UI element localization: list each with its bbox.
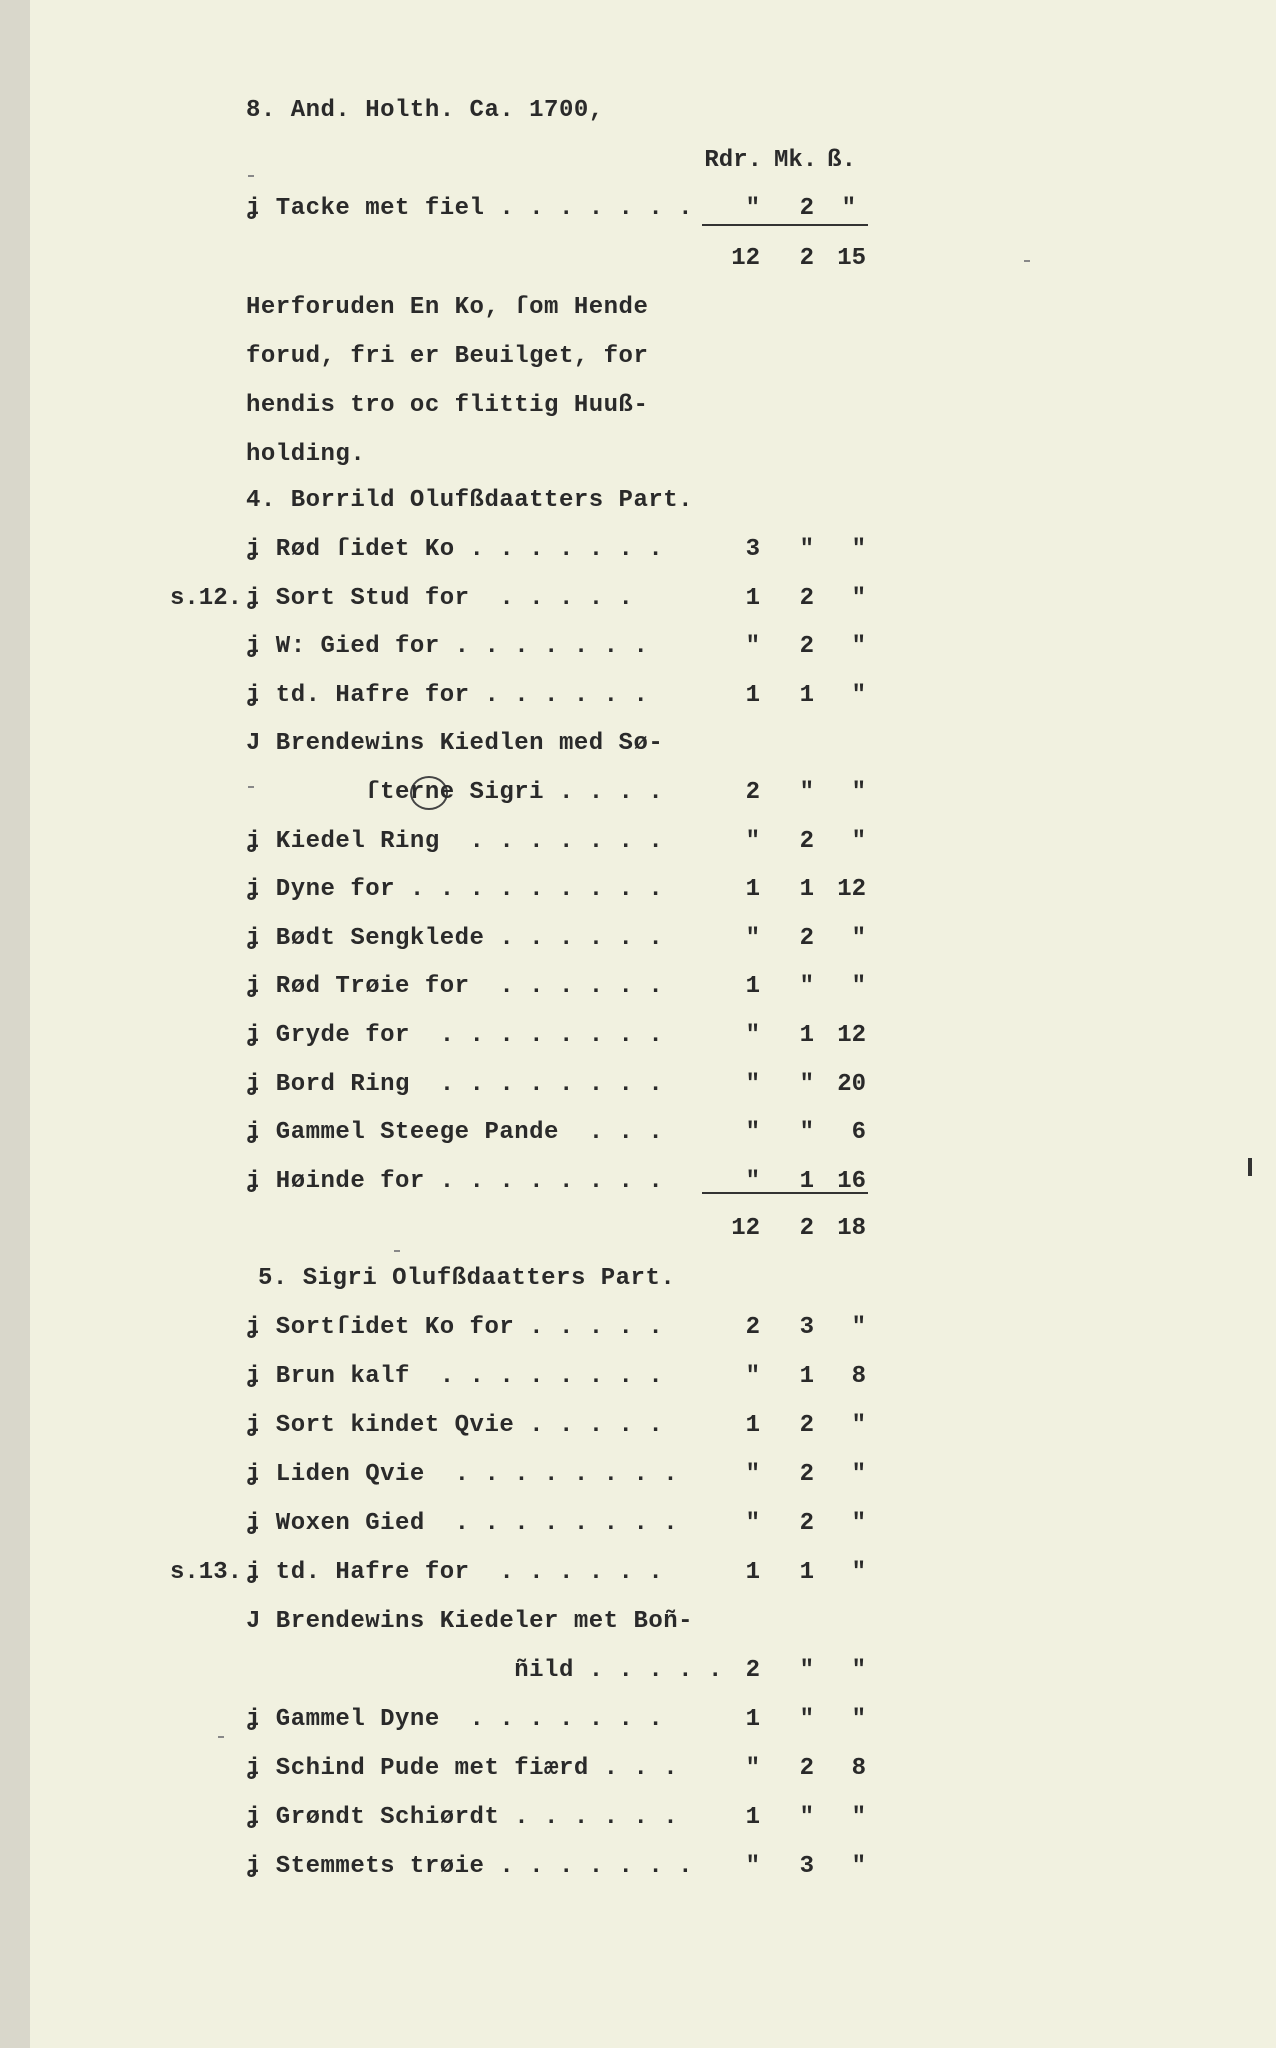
item-rdr: " — [745, 1022, 760, 1049]
item-rdr: 1 — [745, 584, 760, 612]
document-page — [30, 0, 1276, 2048]
item-rdr: 3 — [745, 536, 760, 563]
total1-s: 15 — [837, 245, 866, 272]
item-s: 12 — [837, 876, 866, 904]
item-text: ʝ Brun kalf . . . . . . . . — [246, 1363, 664, 1390]
header-s: ß. — [827, 147, 856, 174]
item-mk: 2 — [799, 1461, 814, 1488]
item-mk: 1 — [799, 1559, 814, 1586]
item-rdr: " — [745, 924, 760, 952]
margin-tick — [1024, 260, 1030, 262]
margin-tick — [248, 175, 254, 177]
item-rdr: 1 — [745, 1804, 760, 1831]
item-mk: 2 — [799, 1510, 814, 1537]
item-s: " — [851, 536, 866, 563]
item-s: " — [851, 633, 866, 661]
item-rdr: 1 — [745, 876, 760, 904]
item-rdr: " — [745, 1755, 760, 1782]
item-text: ʝ Sortſidet Ko for . . . . . — [246, 1314, 664, 1341]
item-text: ʝ Rød ſidet Ko . . . . . . . — [246, 536, 664, 563]
item-mk: " — [799, 1657, 814, 1684]
item-text: ʝ Rød Trøie for . . . . . . — [246, 973, 664, 1001]
item-text: ñild . . . . . — [246, 1657, 723, 1684]
item-text: ʝ Schind Pude met fiærd . . . — [246, 1755, 679, 1782]
item-mk: 1 — [799, 681, 814, 709]
item-mk: 1 — [799, 876, 814, 904]
item-tacke-mk: 2 — [799, 195, 814, 222]
item-mk: " — [799, 973, 814, 1001]
header-mk: Mk. — [774, 147, 818, 174]
item-text: ʝ Gryde for . . . . . . . . — [246, 1022, 664, 1049]
item-mk: 2 — [799, 633, 814, 661]
item-text: ʝ Stemmets trøie . . . . . . . — [246, 1853, 694, 1880]
margin-tick — [1248, 1158, 1252, 1176]
item-text: ʝ Gammel Dyne . . . . . . . — [246, 1706, 664, 1733]
item-text: ʝ td. Hafre for . . . . . . — [246, 1559, 664, 1586]
item-s: " — [851, 827, 866, 855]
item-s: " — [851, 924, 866, 952]
item-s: " — [851, 779, 866, 806]
item-rdr: " — [745, 1461, 760, 1488]
item-s: 20 — [837, 1070, 866, 1098]
item-rdr: " — [745, 1167, 760, 1195]
item-rdr: 2 — [745, 779, 760, 806]
item-text: ʝ Sort kindet Qvie . . . . . — [246, 1412, 664, 1439]
item-text: ʝ Sort Stud for . . . . . — [246, 584, 634, 612]
item-mk: 2 — [799, 924, 814, 952]
item-text: ʝ Høinde for . . . . . . . . — [246, 1167, 664, 1195]
item-s: " — [851, 1510, 866, 1537]
item-s: " — [851, 584, 866, 612]
item-rdr: 1 — [745, 1706, 760, 1733]
item-mk: " — [799, 1070, 814, 1098]
margin-page-ref: s.13. — [170, 1559, 243, 1586]
item-mk: 2 — [799, 584, 814, 612]
sum-rule-1 — [702, 224, 868, 226]
item-text: ʝ Kiedel Ring . . . . . . . — [246, 827, 664, 855]
item-rdr: " — [745, 1853, 760, 1880]
item-rdr: 2 — [745, 1314, 760, 1341]
item-mk: 2 — [799, 1755, 814, 1782]
item-tacke: ʝ Tacke met fiel . . . . . . . — [246, 195, 694, 222]
item-text: ʝ W: Gied for . . . . . . . — [246, 633, 649, 661]
item-rdr: " — [745, 827, 760, 855]
item-mk: 2 — [799, 827, 814, 855]
item-mk: " — [799, 536, 814, 563]
item-text: ʝ td. Hafre for . . . . . . — [246, 681, 649, 709]
paragraph-line-3: hendis tro oc flittig Huuß- — [246, 392, 649, 419]
item-text: ʝ Bord Ring . . . . . . . . — [246, 1070, 664, 1098]
section4-title: 4. Borrild Olufßdaatters Part. — [246, 487, 694, 514]
item-s: " — [851, 1412, 866, 1439]
item-s: " — [851, 1559, 866, 1586]
item-mk: 1 — [799, 1363, 814, 1390]
item-text: J Brendewins Kiedlen med Sø- — [246, 730, 664, 758]
total1-mk: 2 — [799, 245, 814, 272]
item-s: " — [851, 1804, 866, 1831]
item-mk: 2 — [799, 1412, 814, 1439]
paragraph-line-1: Herforuden En Ko, ſom Hende — [246, 294, 649, 321]
total1-rdr: 12 — [731, 245, 760, 272]
item-rdr: " — [745, 1510, 760, 1537]
item-mk: " — [799, 1706, 814, 1733]
total2-mk: 2 — [799, 1215, 814, 1242]
item-rdr: 1 — [745, 681, 760, 709]
item-text: ʝ Woxen Gied . . . . . . . . — [246, 1510, 679, 1537]
margin-tick — [394, 1250, 400, 1252]
item-rdr: 1 — [745, 1412, 760, 1439]
item-rdr: " — [745, 1363, 760, 1390]
item-text: ʝ Bødt Sengklede . . . . . . — [246, 924, 664, 952]
item-s: 8 — [851, 1755, 866, 1782]
item-rdr: 2 — [745, 1657, 760, 1684]
item-mk: 1 — [799, 1167, 814, 1195]
total2-rdr: 12 — [731, 1215, 760, 1242]
item-s: " — [851, 1657, 866, 1684]
total2-s: 18 — [837, 1215, 866, 1242]
item-mk: 1 — [799, 1022, 814, 1049]
item-s: 6 — [851, 1119, 866, 1147]
margin-tick — [218, 1736, 224, 1738]
item-mk: " — [799, 1804, 814, 1831]
item-mk: 3 — [799, 1314, 814, 1341]
item-s: " — [851, 681, 866, 709]
item-text: ʝ Grøndt Schiørdt . . . . . . — [246, 1804, 679, 1831]
item-rdr: " — [745, 1119, 760, 1147]
item-mk: " — [799, 1119, 814, 1147]
item-mk: 3 — [799, 1853, 814, 1880]
item-rdr: 1 — [745, 1559, 760, 1586]
item-s: 16 — [837, 1167, 866, 1195]
item-s: 8 — [851, 1363, 866, 1390]
item-tacke-rdr: " — [745, 195, 760, 222]
section5-title: 5. Sigri Olufßdaatters Part. — [258, 1265, 676, 1292]
paragraph-line-2: forud, fri er Beuilget, for — [246, 343, 649, 370]
item-s: " — [851, 1314, 866, 1341]
item-s: " — [851, 1461, 866, 1488]
item-s: " — [851, 1706, 866, 1733]
item-text: ʝ Gammel Steege Pande . . . — [246, 1119, 664, 1147]
item-mk: " — [799, 779, 814, 806]
paragraph-line-4: holding. — [246, 441, 366, 468]
item-rdr: " — [745, 1070, 760, 1098]
item-rdr: 1 — [745, 973, 760, 1001]
item-text: J Brendewins Kiedeler met Boñ- — [246, 1608, 694, 1635]
item-text: ʝ Dyne for . . . . . . . . . — [246, 876, 664, 904]
item-text: ſterne Sigri . . . . — [246, 779, 664, 806]
item-text: ʝ Liden Qvie . . . . . . . . — [246, 1461, 679, 1488]
margin-page-ref: s.12. — [170, 584, 243, 612]
item-s: " — [851, 1853, 866, 1880]
item-s: 12 — [837, 1022, 866, 1049]
header-rdr: Rdr. — [704, 147, 762, 174]
document-title: 8. And. Holth. Ca. 1700, — [246, 97, 604, 124]
item-tacke-s: " — [841, 195, 856, 222]
item-rdr: " — [745, 633, 760, 661]
item-s: " — [851, 973, 866, 1001]
